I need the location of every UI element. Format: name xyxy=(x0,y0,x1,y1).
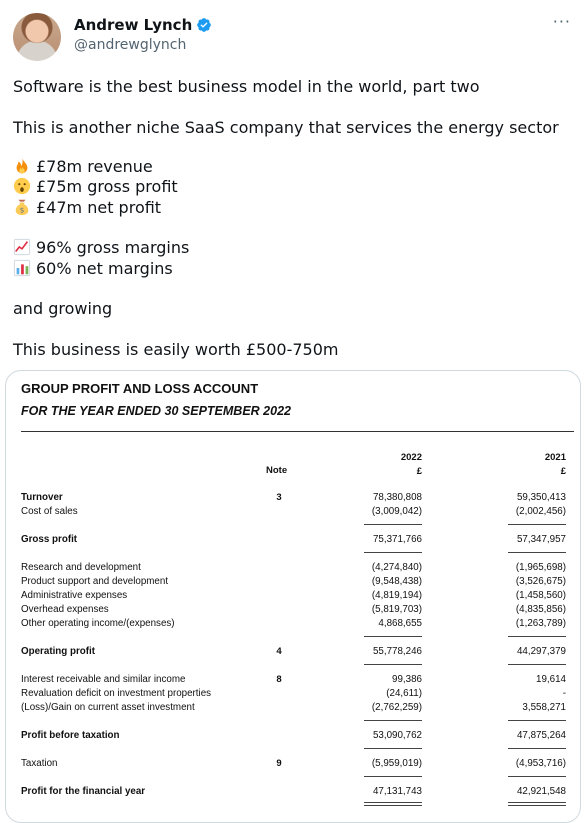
bullet-revenue xyxy=(13,157,153,177)
row-value-2022: 4,868,655 xyxy=(378,618,422,629)
total-underline xyxy=(364,552,422,553)
bar-chart-icon xyxy=(13,259,31,277)
row-label: Product support and development xyxy=(21,576,169,587)
currency-2022: £ xyxy=(416,466,422,477)
row-value-2022: 75,371,766 xyxy=(372,534,422,545)
row-label: Operating profit xyxy=(21,646,96,657)
fire-icon xyxy=(13,157,31,175)
row-label: Administrative expenses xyxy=(21,590,128,601)
row-label: Interest receivable and similar income xyxy=(21,674,186,685)
row-value-2021: 57,347,957 xyxy=(516,534,566,545)
total-underline xyxy=(508,720,566,721)
total-underline xyxy=(508,802,566,803)
total-underline xyxy=(508,636,566,637)
bullet-gross-profit-text: £75m gross profit xyxy=(36,177,178,196)
tweet-line-3: and growing xyxy=(13,299,113,318)
row-value-2021: (3,526,675) xyxy=(515,576,566,587)
row-value-2021: (1,263,789) xyxy=(515,618,566,629)
row-value-2022: (3,009,042) xyxy=(371,506,422,517)
row-value-2021: 42,921,548 xyxy=(516,786,566,797)
row-value-2021: (4,835,856) xyxy=(515,604,566,615)
author-display-name[interactable]: Andrew Lynch xyxy=(74,16,193,34)
note-column-header: Note xyxy=(266,465,288,476)
row-label: Gross profit xyxy=(21,534,78,545)
row-value-2021: (4,953,716) xyxy=(515,758,566,769)
row-value-2022: 78,380,808 xyxy=(372,492,422,503)
astonished-face-icon xyxy=(13,177,31,195)
chart-increasing-icon xyxy=(13,238,31,256)
header-rule xyxy=(21,431,574,432)
row-value-2021: (2,002,456) xyxy=(515,506,566,517)
row-value-2022: 53,090,762 xyxy=(372,730,422,741)
row-value-2022: (24,611) xyxy=(386,688,422,699)
bullet-net-profit xyxy=(13,198,161,218)
currency-2021: £ xyxy=(560,466,566,477)
row-label: Revaluation deficit on investment properties xyxy=(21,688,212,699)
row-value-2022: (9,548,438) xyxy=(371,576,422,587)
bullet-net-margins-text: 60% net margins xyxy=(36,259,173,278)
author-handle[interactable]: @andrewglynch xyxy=(74,37,187,53)
bullet-net-profit-text: £47m net profit xyxy=(36,198,162,217)
row-note: 8 xyxy=(276,674,282,685)
total-underline xyxy=(508,524,566,525)
row-label: Taxation xyxy=(21,758,58,769)
tweet-line-1: Software is the best business model in the world, part two xyxy=(13,77,480,96)
row-value-2022: (5,959,019) xyxy=(371,758,422,769)
total-underline xyxy=(508,805,566,806)
row-value-2022: (2,762,259) xyxy=(371,702,422,713)
row-value-2021: - xyxy=(562,688,566,699)
statement-title: GROUP PROFIT AND LOSS ACCOUNT xyxy=(21,381,259,396)
row-label: Turnover xyxy=(21,492,63,503)
year-2021-header: 2021 xyxy=(544,452,566,463)
row-label: Other operating income/(expenses) xyxy=(21,618,175,629)
row-value-2021: 44,297,379 xyxy=(516,646,566,657)
row-value-2021: 59,350,413 xyxy=(516,492,566,503)
total-underline xyxy=(508,748,566,749)
total-underline xyxy=(364,664,422,665)
row-value-2021: 3,558,271 xyxy=(522,702,566,713)
attached-image[interactable] xyxy=(5,370,581,823)
total-underline xyxy=(508,776,566,777)
row-value-2021: 47,875,264 xyxy=(516,730,566,741)
total-underline xyxy=(364,720,422,721)
avatar[interactable] xyxy=(13,13,61,61)
row-value-2022: 47,131,743 xyxy=(372,786,422,797)
row-value-2021: (1,965,698) xyxy=(515,562,566,573)
bullet-gross-profit xyxy=(13,177,178,197)
row-label: Cost of sales xyxy=(21,506,78,517)
money-bag-icon xyxy=(13,198,31,216)
row-value-2022: 55,778,246 xyxy=(372,646,422,657)
bullet-revenue-text: £78m revenue xyxy=(36,157,153,176)
row-label: Profit before taxation xyxy=(21,730,120,741)
tweet-line-2: This is another niche SaaS company that services the energy sector xyxy=(13,118,559,137)
verified-badge-icon xyxy=(196,17,212,33)
total-underline xyxy=(364,805,422,806)
statement-subtitle: FOR THE YEAR ENDED 30 SEPTEMBER 2022 xyxy=(21,404,291,418)
bullet-gross-margins xyxy=(13,238,189,258)
row-value-2022: (4,274,840) xyxy=(371,562,422,573)
row-label: Research and development xyxy=(21,562,141,573)
svg-text:$: $ xyxy=(19,205,25,215)
total-underline xyxy=(364,636,422,637)
profit-and-loss-statement xyxy=(6,371,580,822)
row-value-2021: (1,458,560) xyxy=(515,590,566,601)
row-value-2022: (5,819,703) xyxy=(371,604,422,615)
bullet-net-margins xyxy=(13,259,173,279)
row-label: Profit for the financial year xyxy=(21,786,146,797)
total-underline xyxy=(364,776,422,777)
tweet-line-4: This business is easily worth £500-750m xyxy=(13,340,339,359)
author-name-row[interactable] xyxy=(74,16,212,34)
total-underline xyxy=(364,748,422,749)
total-underline xyxy=(364,802,422,803)
row-value-2022: (4,819,194) xyxy=(371,590,422,601)
total-underline xyxy=(508,552,566,553)
row-label: Overhead expenses xyxy=(21,604,109,615)
row-note: 3 xyxy=(276,492,282,503)
bullet-gross-margins-text: 96% gross margins xyxy=(36,238,190,257)
row-value-2022: 99,386 xyxy=(392,674,422,685)
total-underline xyxy=(364,524,422,525)
total-underline xyxy=(508,664,566,665)
more-options-icon[interactable]: ··· xyxy=(552,12,571,31)
row-note: 4 xyxy=(276,646,282,657)
row-note: 9 xyxy=(276,758,282,769)
row-value-2021: 19,614 xyxy=(536,674,566,685)
year-2022-header: 2022 xyxy=(400,452,422,463)
row-label: (Loss)/Gain on current asset investment xyxy=(21,702,195,713)
